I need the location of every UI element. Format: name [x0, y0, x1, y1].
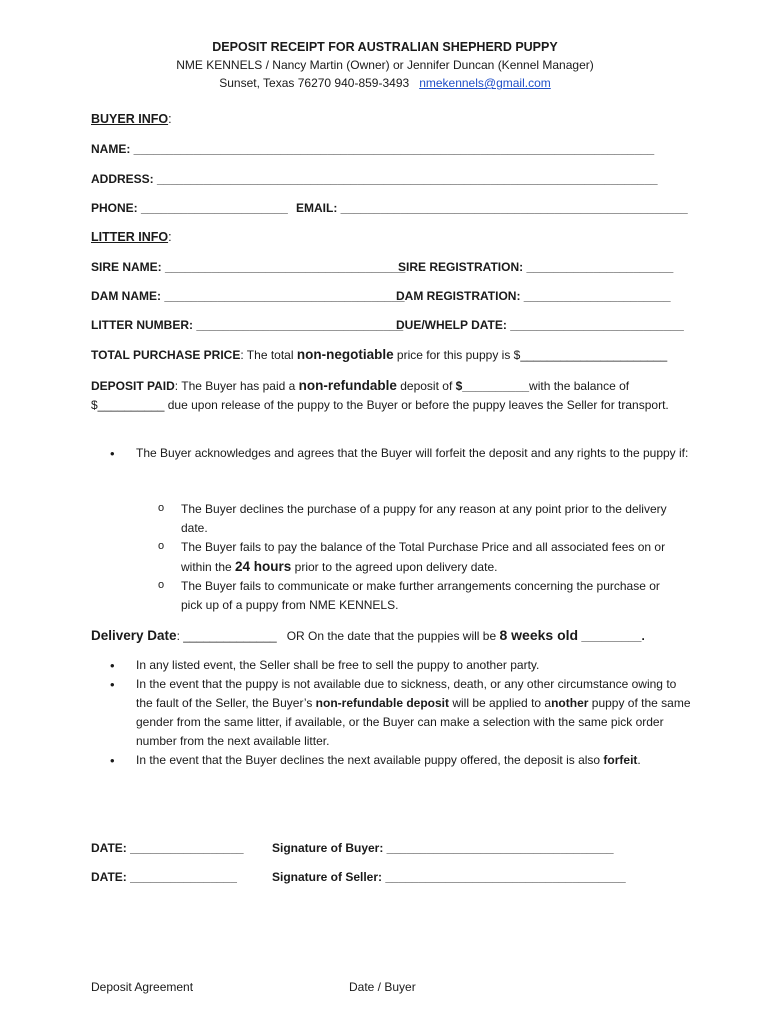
- deposit-label: DEPOSIT PAID: [91, 379, 175, 393]
- total-purchase-price-line[interactable]: TOTAL PURCHASE PRICE: The total non-negotiable price for this puppy is $______________________: [91, 347, 668, 362]
- event-item: • In any listed event, the Seller shall be free to sell the puppy to another party.: [108, 656, 693, 675]
- deposit-paid-paragraph: DEPOSIT PAID: The Buyer has paid a non-refundable deposit of $__________with the balance of $__________ due upon release of the puppy to the Buyer or before the puppy leaves the Seller for transport.: [91, 378, 669, 412]
- buyer-address-field[interactable]: ADDRESS: ___________________________________________________________________________: [91, 172, 658, 186]
- non-negotiable-emphasis: non-negotiable: [296, 347, 394, 362]
- due-whelp-date-field[interactable]: DUE/WHELP DATE: __________________________: [396, 318, 684, 332]
- forfeit-bullet-list: [108, 444, 693, 463]
- contact-line: [0, 76, 770, 90]
- buyer-info-heading: BUYER INFO: [91, 112, 169, 126]
- litter-number-field[interactable]: LITTER NUMBER: _______________________________: [91, 318, 404, 332]
- dam-registration-field[interactable]: DAM REGISTRATION: ______________________: [396, 289, 671, 303]
- litter-info-section-heading: LITTER INFO:: [91, 230, 172, 244]
- delivery-date-label: Delivery Date: [91, 628, 177, 643]
- buyer-email-field[interactable]: EMAIL: ____________________________________________________: [296, 201, 688, 215]
- litter-info-heading: LITTER INFO: [91, 230, 169, 244]
- event-item: • In the event that the Buyer declines the next available puppy offered, the deposit is also forfeit.: [108, 751, 693, 770]
- non-refundable-emphasis: non-refundable: [298, 378, 397, 393]
- document-title: DEPOSIT RECEIPT FOR AUSTRALIAN SHEPHERD PUPPY: [212, 40, 558, 54]
- footer-left: Deposit Agreement: [91, 980, 194, 994]
- deposit-amount-blank[interactable]: $__________: [455, 379, 530, 393]
- buyer-signature-field[interactable]: Signature of Buyer: __________________________________: [272, 841, 614, 855]
- forfeit-emphasis: forfeit: [603, 753, 638, 767]
- sire-registration-field[interactable]: SIRE REGISTRATION: ______________________: [398, 260, 674, 274]
- 24-hours-emphasis: 24 hours: [235, 559, 292, 574]
- condition-item: o The Buyer fails to pay the balance of the Total Purchase Price and all associated fees on or within the 24 hours prior to the agreed upon delivery date.: [155, 538, 680, 577]
- address-phone: Sunset, Texas 76270 940-859-3493: [219, 76, 410, 90]
- events-bullet-list: [108, 656, 693, 770]
- kennel-line: NME KENNELS / Nancy Martin (Owner) or Jennifer Duncan (Kennel Manager): [176, 58, 594, 72]
- price-label: TOTAL PURCHASE PRICE: [91, 348, 241, 362]
- dam-name-field[interactable]: DAM NAME: ____________________________________: [91, 289, 405, 303]
- condition-item: o The Buyer fails to communicate or make further arrangements concerning the purchase or pick up of a puppy from NME KENNELS.: [155, 577, 680, 615]
- 8-weeks-emphasis: 8 weeks old: [499, 627, 579, 643]
- delivery-date-line[interactable]: Delivery Date: ______________ OR On the date that the puppies will be 8 weeks old _________.: [91, 627, 645, 643]
- buyer-name-field[interactable]: NAME: ______________________________________________________________________________: [91, 142, 655, 156]
- forfeit-conditions-list: [155, 500, 680, 615]
- date-field-seller[interactable]: DATE: ________________: [91, 870, 237, 884]
- email-link[interactable]: nmekennels@gmail.com: [419, 76, 551, 90]
- sire-name-field[interactable]: SIRE NAME: ____________________________________: [91, 260, 406, 274]
- buyer-phone-field[interactable]: PHONE: ______________________: [91, 201, 288, 215]
- seller-signature-field[interactable]: Signature of Seller: ____________________________________: [272, 870, 626, 884]
- forfeit-intro: • The Buyer acknowledges and agrees that the Buyer will forfeit the deposit and any rights to the puppy if:: [108, 444, 693, 463]
- date-field-buyer[interactable]: DATE: _________________: [91, 841, 244, 855]
- condition-item: o The Buyer declines the purchase of a puppy for any reason at any point prior to the delivery date.: [155, 500, 680, 538]
- event-item: • In the event that the puppy is not available due to sickness, death, or any other circumstance owing to the fault of the Seller, the Buyer’s non-refundable deposit will be applied to another puppy of the same gender from the same litter, if available, or the Buyer can make a selection with the same pick order number from the next available litter.: [108, 675, 693, 751]
- buyer-info-section-heading: BUYER INFO:: [91, 112, 172, 126]
- footer-right: Date / Buyer: [349, 980, 416, 994]
